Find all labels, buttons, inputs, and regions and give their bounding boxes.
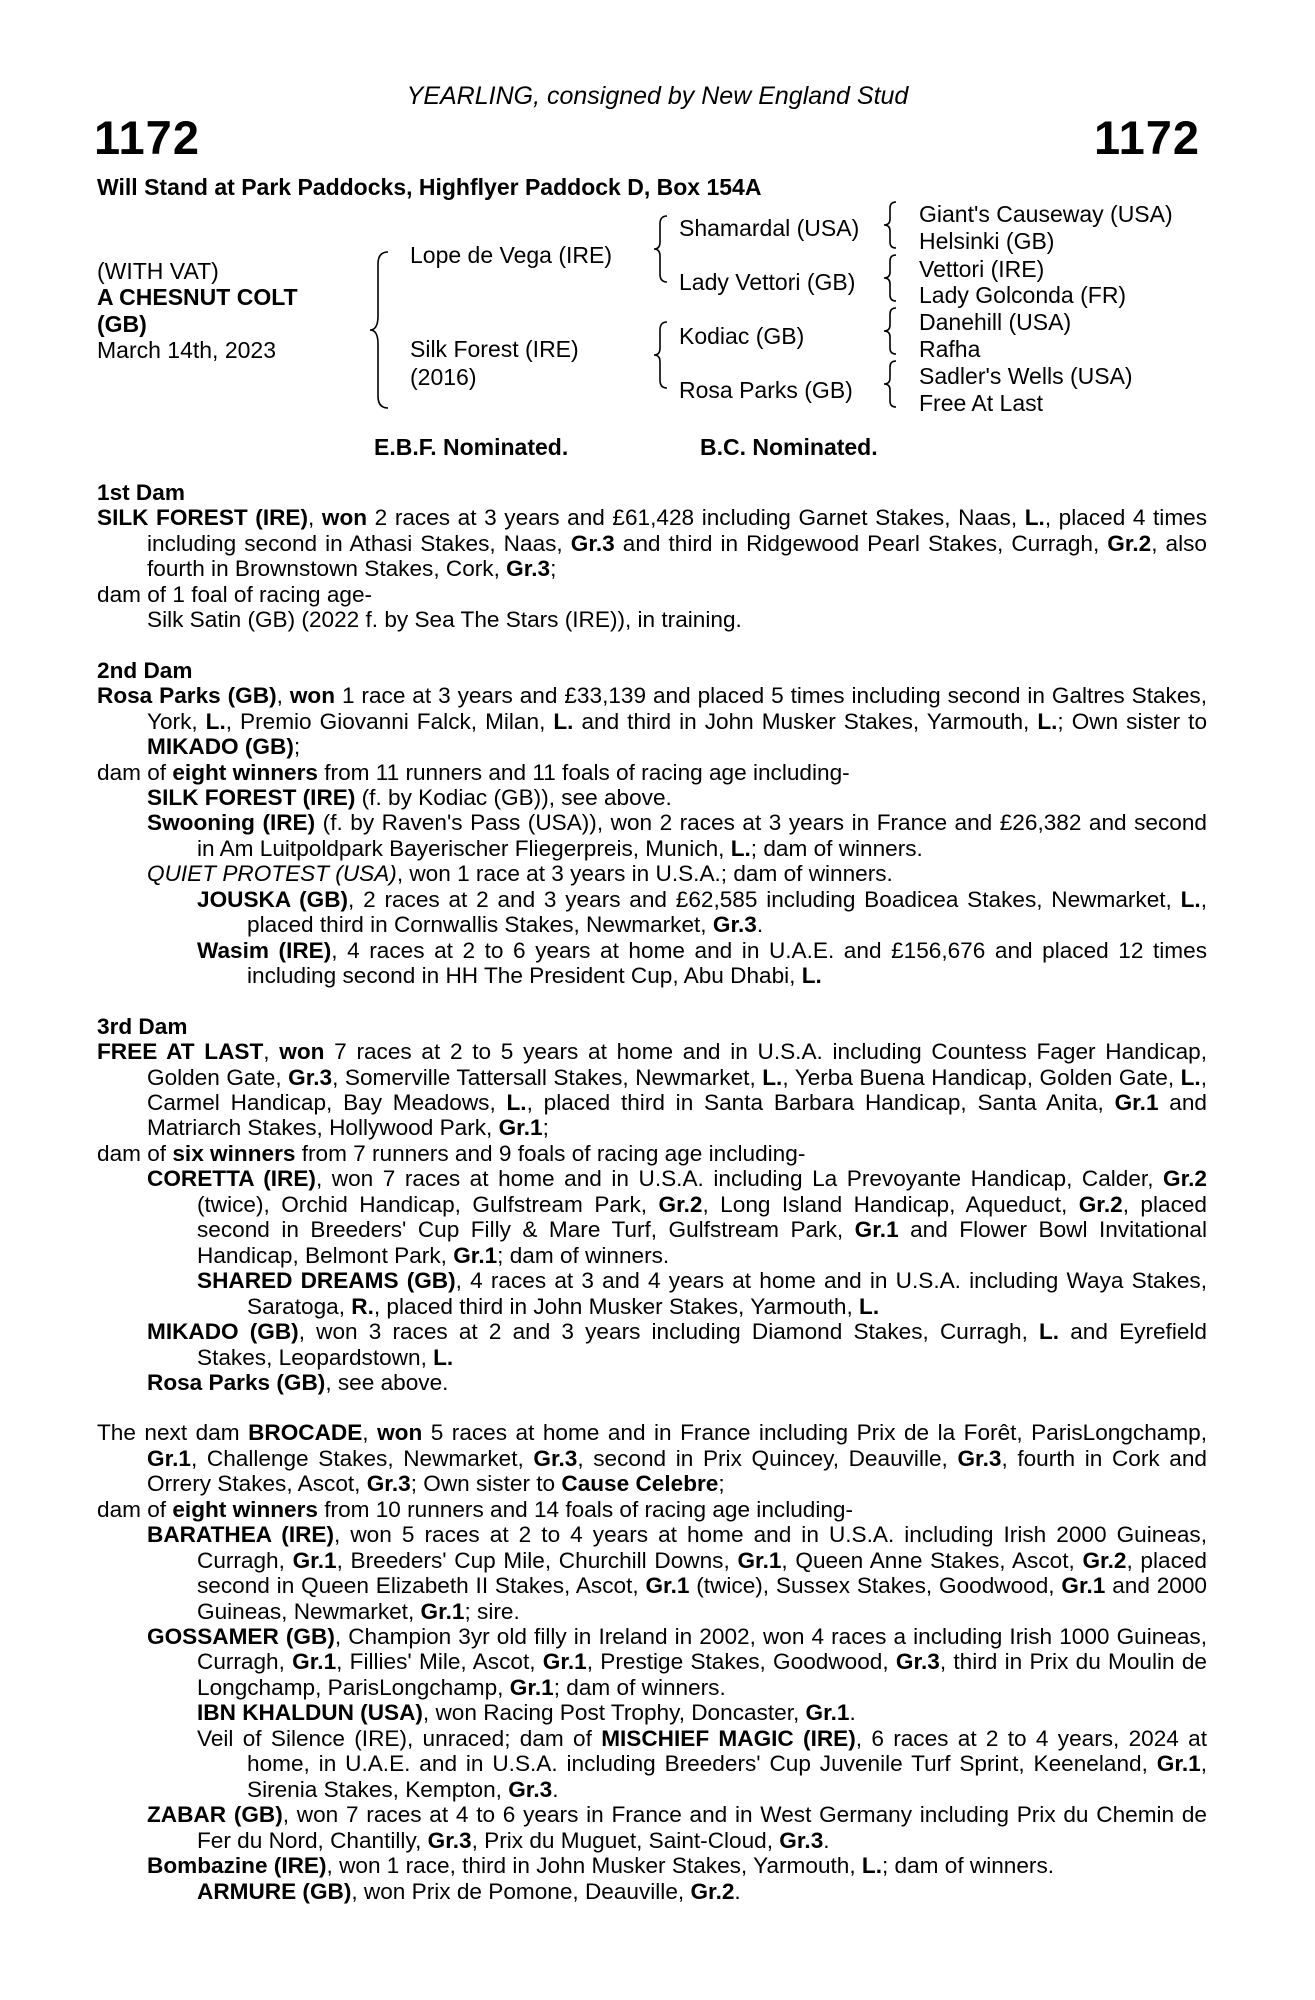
second-dam-section <box>97 658 1207 989</box>
pedigree-ggp-5: Danehill (USA) <box>919 309 1072 335</box>
pedigree-paragraph: QUIET PROTEST (USA), won 1 race at 3 years in U.S.A.; dam of winners. <box>147 861 893 887</box>
pedigree-ggp-6: Rafha <box>919 336 981 362</box>
catalogue-subtitle: YEARLING, consigned by New England Stud <box>406 82 909 110</box>
third-dam-section <box>97 1014 1207 1396</box>
pedigree-paragraph: Bombazine (IRE), won 1 race, third in John Musker Stakes, Yarmouth, L.; dam of winners. <box>147 1853 1055 1879</box>
first-dam-section <box>97 480 1207 633</box>
pedigree-paragraph: SILK FOREST (IRE) (f. by Kodiac (GB)), see above. <box>147 784 672 810</box>
pedigree-paragraph: GOSSAMER (GB), Champion 3yr old filly in Ireland in 2002, won 4 races a including Irish 1000 Guineas, Curragh, Gr.1, Fillies' Mile, Ascot, Gr.1, Prestige Stakes, Goodwood, Gr.3, third in Prix du Moulin de Longchamp, ParisLongchamp, Gr.1; dam of winners. <box>147 1624 1207 1700</box>
pedigree-paragraph: Rosa Parks (GB), won 1 race at 3 years and £33,139 and placed 5 times including second in Galtres Stakes, York, L., Premio Giovanni Falck, Milan, L. and third in John Musker Stakes, Yarmouth, L.; Own sister to MIKADO (GB); <box>97 683 1208 760</box>
pedigree-sire-dam: Lady Vettori (GB) <box>679 269 856 295</box>
pedigree-notes <box>97 480 1207 1904</box>
pedigree-sire-sire: Shamardal (USA) <box>679 215 860 241</box>
pedigree-dam-year: (2016) <box>410 364 477 390</box>
pedigree-dam-dam: Rosa Parks (GB) <box>679 377 853 403</box>
pedigree-ggp-7: Sadler's Wells (USA) <box>919 363 1133 389</box>
pedigree-ggp-1: Giant's Causeway (USA) <box>919 201 1173 227</box>
pedigree-paragraph: Silk Satin (GB) (2022 f. by Sea The Stars (IRE)), in training. <box>147 607 742 633</box>
pedigree-paragraph: The next dam BROCADE, won 5 races at home and in France including Prix de la Forêt, ParisLongchamp, Gr.1, Challenge Stakes, Newmarket, Gr.3, second in Prix Quincey, Deauville, Gr.3, fourth in Cork and Orrery Stakes, Ascot, Gr.3; Own sister to Cause Celebre; <box>97 1420 1208 1497</box>
pedigree-paragraph: SILK FOREST (IRE), won 2 races at 3 years and £61,428 including Garnet Stakes, Naas, L., placed 4 times including second in Athasi Stakes, Naas, Gr.3 and third in Ridgewood Pearl Stakes, Curragh, Gr.2, also fourth in Brownstown Stakes, Cork, Gr.3; <box>97 505 1208 582</box>
pedigree-paragraph: Rosa Parks (GB), see above. <box>147 1369 449 1395</box>
pedigree-dam: Silk Forest (IRE) <box>410 336 579 362</box>
section-title: 2nd Dam <box>97 657 193 683</box>
section-paragraphs <box>97 505 1207 632</box>
section-paragraphs <box>97 1420 1207 1904</box>
pedigree-paragraph: ARMURE (GB), won Prix de Pomone, Deauville, Gr.2. <box>197 1878 741 1904</box>
pedigree-paragraph: MIKADO (GB), won 3 races at 2 and 3 years including Diamond Stakes, Curragh, L. and Eyrefield Stakes, Leopardstown, L. <box>147 1319 1207 1370</box>
horse-country: (GB) <box>97 311 147 337</box>
pedigree-brace-g1 <box>882 200 898 250</box>
pedigree-paragraph: dam of six winners from 7 runners and 9 foals of racing age including- <box>97 1140 806 1166</box>
pedigree-paragraph: JOUSKA (GB), 2 races at 2 and 3 years and £62,585 including Boadicea Stakes, Newmarket, L., placed third in Cornwallis Stakes, Newmarket, Gr.3. <box>197 886 1207 938</box>
pedigree-paragraph: dam of 1 foal of racing age- <box>97 581 373 607</box>
pedigree-paragraph: IBN KHALDUN (USA), won Racing Post Trophy, Doncaster, Gr.1. <box>197 1700 856 1726</box>
pedigree-paragraph: ZABAR (GB), won 7 races at 4 to 6 years in France and in West Germany including Prix du Chemin de Fer du Nord, Chantilly, Gr.3, Prix du Muguet, Saint-Cloud, Gr.3. <box>147 1802 1207 1853</box>
pedigree-paragraph: dam of eight winners from 10 runners and 14 foals of racing age including- <box>97 1496 854 1522</box>
pedigree-brace-dam <box>652 320 670 390</box>
vat-note: (WITH VAT) <box>97 258 219 284</box>
stand-location: Will Stand at Park Paddocks, Highflyer Paddock D, Box 154A <box>97 174 762 200</box>
pedigree-ggp-8: Free At Last <box>919 390 1044 416</box>
section-paragraphs <box>97 683 1207 988</box>
pedigree-brace-sire <box>652 214 670 284</box>
pedigree-brace-g3 <box>882 306 898 356</box>
pedigree-paragraph: CORETTA (IRE), won 7 races at home and in U.S.A. including La Prevoyante Handicap, Calder, Gr.2 (twice), Orchid Handicap, Gulfstream Park, Gr.2, Long Island Handicap, Aqueduct, Gr.2, placed second in Breeders' Cup Filly & Mare Turf, Gulfstream Park, Gr.1 and Flower Bowl Invitational Handicap, Belmont Park, Gr.1; dam of winners. <box>147 1166 1207 1268</box>
pedigree-paragraph: Wasim (IRE), 4 races at 2 to 6 years at home and in U.A.E. and £156,676 and placed 12 times including second in HH The President Cup, Abu Dhabi, L. <box>197 937 1207 989</box>
lot-number-right: 1172 <box>1094 111 1200 164</box>
bc-nomination: B.C. Nominated. <box>700 434 878 460</box>
pedigree-sire: Lope de Vega (IRE) <box>410 242 613 268</box>
pedigree-paragraph: FREE AT LAST, won 7 races at 2 to 5 years at home and in U.S.A. including Countess Fager Handicap, Golden Gate, Gr.3, Somerville Tattersall Stakes, Newmarket, L., Yerba Buena Handicap, Golden Gate, L., Carmel Handicap, Bay Meadows, L., placed third in Santa Barbara Handicap, Santa Anita, Gr.1 and Matriarch Stakes, Hollywood Park, Gr.1; <box>97 1039 1208 1141</box>
pedigree-paragraph: Swooning (IRE) (f. by Raven's Pass (USA)), won 2 races at 3 years in France and £26,382 and second in Am Luitpoldpark Bayerischer Fliegerpreis, Munich, L.; dam of winners. <box>147 810 1207 861</box>
pedigree-brace-g4 <box>882 359 898 409</box>
pedigree-paragraph: Veil of Silence (IRE), unraced; dam of MISCHIEF MAGIC (IRE), 6 races at 2 to 4 years, 2024 at home, in U.A.E. and in U.S.A. including Breeders' Cup Juvenile Turf Sprint, Keeneland, Gr.1, Sirenia Stakes, Kempton, Gr.3. <box>197 1725 1207 1802</box>
horse-name: A CHESNUT COLT <box>97 284 298 310</box>
pedigree-paragraph: BARATHEA (IRE), won 5 races at 2 to 4 years at home and in U.S.A. including Irish 2000 Guineas, Curragh, Gr.1, Breeders' Cup Mile, Churchill Downs, Gr.1, Queen Anne Stakes, Ascot, Gr.2, placed second in Queen Elizabeth II Stakes, Ascot, Gr.1 (twice), Sussex Stakes, Goodwood, Gr.1 and 2000 Guineas, Newmarket, Gr.1; sire. <box>147 1522 1208 1624</box>
lot-number-left: 1172 <box>94 111 200 164</box>
section-paragraphs <box>97 1039 1207 1395</box>
section-title: 1st Dam <box>97 480 185 505</box>
pedigree-paragraph: SHARED DREAMS (GB), 4 races at 3 and 4 years at home and in U.S.A. including Waya Stakes, Saratoga, R., placed third in John Musker Stakes, Yarmouth, L. <box>197 1268 1207 1319</box>
horse-dob: March 14th, 2023 <box>97 337 277 363</box>
section-title: 3rd Dam <box>97 1013 188 1039</box>
pedigree-ggp-2: Helsinki (GB) <box>919 228 1055 254</box>
pedigree-ggp-3: Vettori (IRE) <box>919 256 1045 282</box>
pedigree-paragraph: dam of eight winners from 11 runners and 11 foals of racing age including- <box>97 759 850 785</box>
pedigree-brace-g2 <box>882 253 898 303</box>
pedigree-brace-main <box>368 250 392 410</box>
next-dam-section <box>97 1420 1207 1904</box>
pedigree-dam-sire: Kodiac (GB) <box>679 323 805 349</box>
ebf-nomination: E.B.F. Nominated. <box>374 434 569 460</box>
pedigree-ggp-4: Lady Golconda (FR) <box>919 282 1127 308</box>
